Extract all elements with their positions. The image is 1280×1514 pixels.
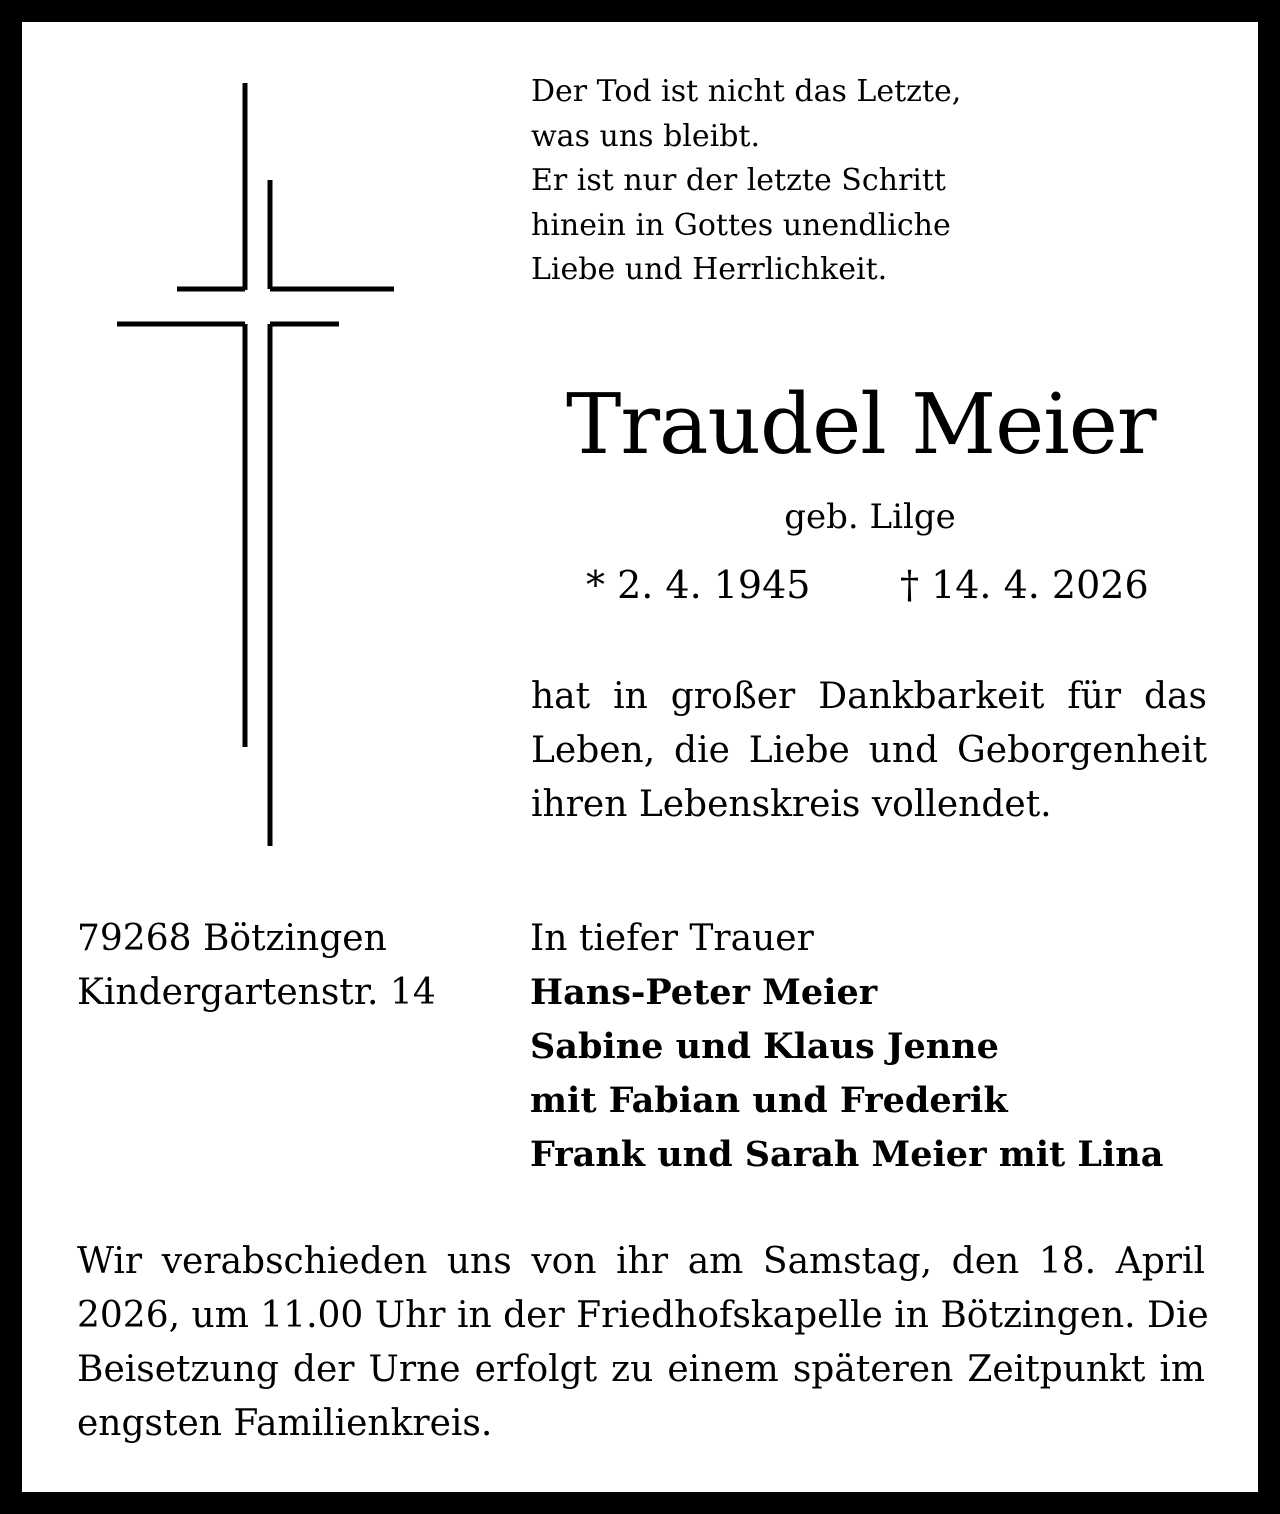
statement-line: ihren Lebenskreis vollendet. — [531, 784, 1052, 825]
quote-line: Er ist nur der letzte Schritt — [531, 163, 946, 198]
address-city: 79268 Bötzingen — [77, 918, 387, 959]
mourner-name: Sabine und Klaus Jenne — [530, 1026, 999, 1067]
mourner-name: mit Fabian und Frederik — [530, 1080, 1008, 1121]
quote — [531, 70, 1031, 293]
quote-line: was uns bleibt. — [531, 118, 761, 154]
mourners-intro: In tiefer Trauer — [530, 918, 814, 959]
deceased-name: Traudel Meier — [566, 376, 1156, 473]
maiden-name: geb. Lilge — [784, 497, 956, 537]
funeral-details-line: engsten Familienkreis. — [77, 1403, 493, 1444]
address-street: Kindergartenstr. 14 — [77, 972, 436, 1013]
quote-line: Der Tod ist nicht das Letzte, — [531, 74, 962, 109]
birth-date: * 2. 4. 1945 — [586, 563, 811, 607]
funeral-details-line: 2026, um 11.00 Uhr in der Friedhofskapelle in Bötzingen. Die — [77, 1295, 1209, 1336]
mourner-name: Frank und Sarah Meier mit Lina — [530, 1134, 1164, 1175]
funeral-details-line: Wir verabschieden uns von ihr am Samstag, den 18. April — [77, 1241, 1205, 1282]
death-date: † 14. 4. 2026 — [900, 563, 1149, 607]
quote-line: hinein in Gottes unendliche — [531, 207, 951, 243]
statement — [531, 670, 1207, 832]
statement-line: Leben, die Liebe und Geborgenheit — [531, 730, 1207, 771]
statement-line: hat in großer Dankbarkeit für das — [531, 676, 1207, 717]
address — [77, 912, 436, 1020]
cross-icon — [110, 80, 410, 860]
mourners — [530, 912, 1163, 1182]
quote-line: Liebe und Herrlichkeit. — [531, 252, 888, 287]
mourner-name: Hans-Peter Meier — [530, 972, 878, 1013]
funeral-details-line: Beisetzung der Urne erfolgt zu einem späteren Zeitpunkt im — [77, 1349, 1205, 1390]
funeral-details — [77, 1235, 1209, 1451]
